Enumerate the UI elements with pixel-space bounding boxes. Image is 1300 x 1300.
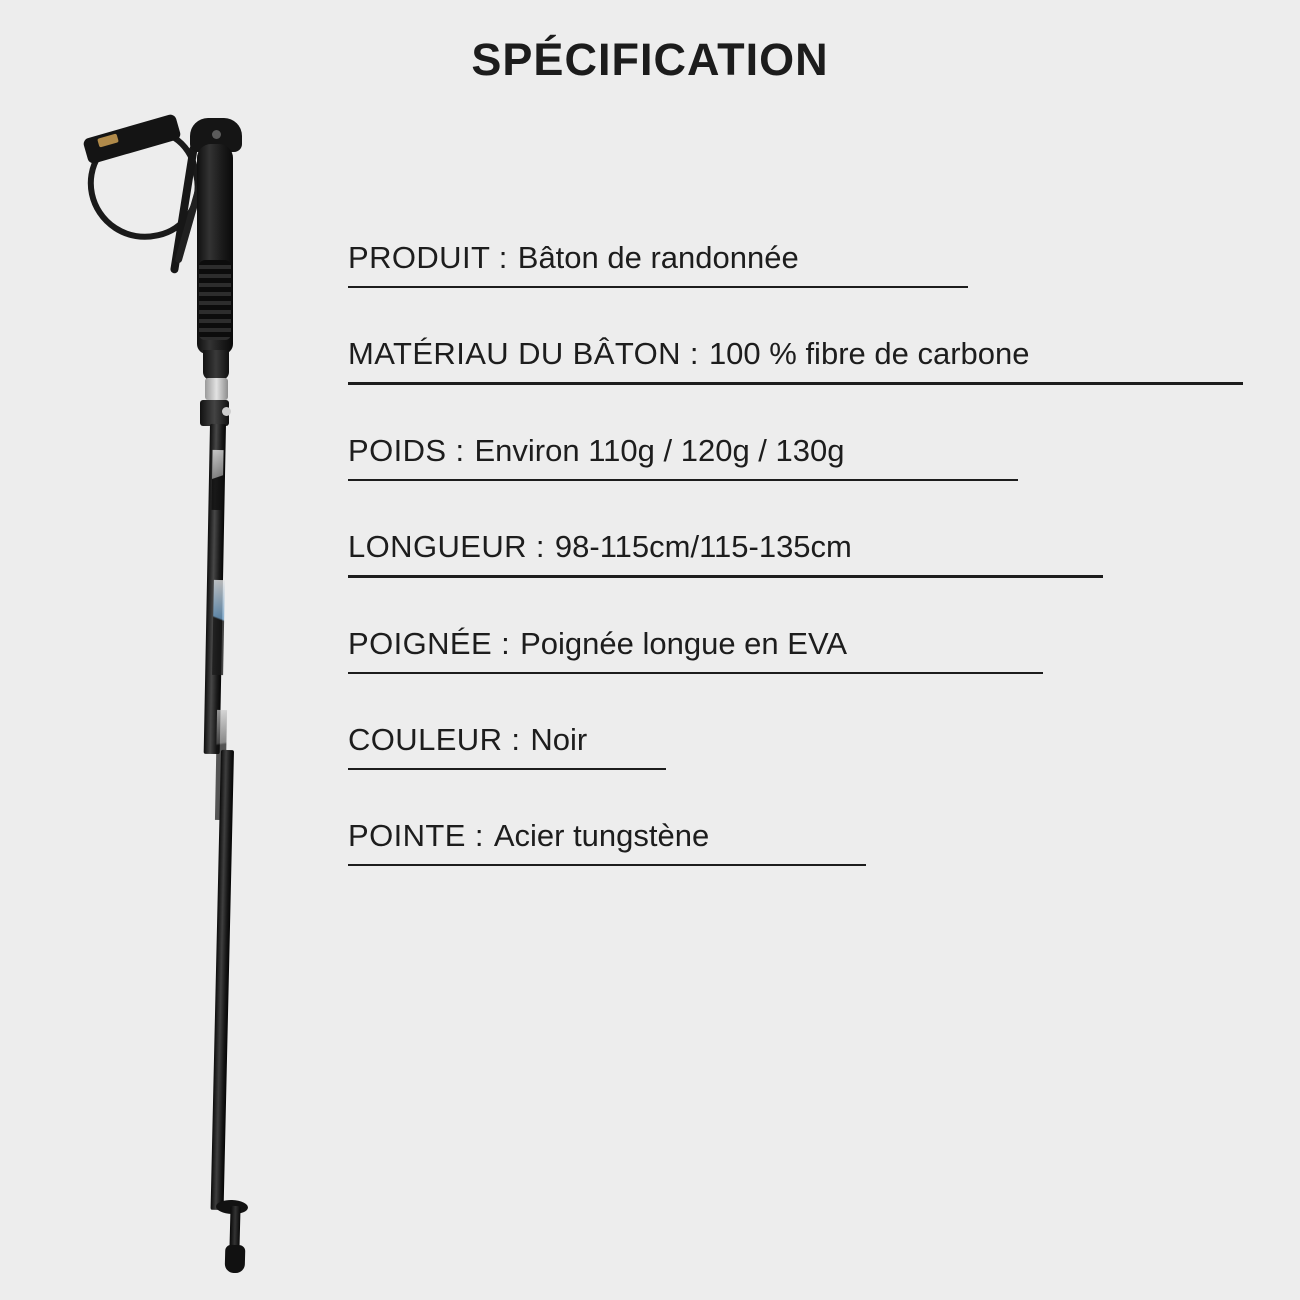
spec-line-couleur bbox=[348, 722, 587, 770]
grip-grooves bbox=[199, 260, 231, 340]
spec-row-poids bbox=[348, 433, 1258, 491]
spec-value-poignee: Poignée longue en EVA bbox=[520, 626, 848, 661]
spec-label-materiau: MATÉRIAU DU BÂTON : bbox=[348, 336, 699, 371]
tungsten-tip bbox=[225, 1245, 246, 1274]
spec-line-poids bbox=[348, 433, 845, 481]
spec-label-longueur: LONGUEUR : bbox=[348, 529, 545, 564]
spec-value-produit: Bâton de randonnée bbox=[517, 240, 799, 275]
spec-row-longueur bbox=[348, 529, 1258, 588]
spec-row-materiau bbox=[348, 336, 1258, 395]
tip-shaft bbox=[229, 1206, 240, 1250]
lock-screw bbox=[222, 407, 231, 416]
handle-strap-hole bbox=[212, 130, 221, 139]
spec-label-couleur: COULEUR : bbox=[348, 722, 521, 757]
spec-row-pointe bbox=[348, 818, 1258, 876]
spec-label-poignee: POIGNÉE : bbox=[348, 626, 511, 661]
spec-row-produit bbox=[348, 240, 1258, 298]
spec-row-couleur bbox=[348, 722, 1258, 780]
lock-collar bbox=[205, 378, 228, 400]
spec-line-materiau bbox=[348, 336, 1030, 384]
spec-line-produit bbox=[348, 240, 799, 288]
shaft-graphic-middle bbox=[212, 580, 225, 675]
grip-taper bbox=[203, 350, 229, 380]
spec-label-poids: POIDS : bbox=[348, 433, 465, 468]
spec-value-poids: Environ 110g / 120g / 130g bbox=[474, 433, 845, 468]
spec-label-pointe: POINTE : bbox=[348, 818, 484, 853]
shaft-graphic-top bbox=[211, 450, 223, 510]
spec-line-longueur bbox=[348, 529, 852, 577]
spec-value-pointe: Acier tungstène bbox=[493, 818, 710, 853]
product-image-trekking-pole bbox=[40, 110, 320, 1280]
spec-line-poignee bbox=[348, 626, 847, 674]
spec-row-poignee bbox=[348, 626, 1258, 684]
spec-value-couleur: Noir bbox=[530, 722, 588, 757]
specification-list bbox=[348, 240, 1258, 914]
spec-label-produit: PRODUIT : bbox=[348, 240, 508, 275]
page-title: SPÉCIFICATION bbox=[471, 34, 829, 85]
spec-line-pointe bbox=[348, 818, 709, 866]
spec-value-materiau: 100 % fibre de carbone bbox=[708, 336, 1030, 371]
spec-value-longueur: 98-115cm/115-135cm bbox=[554, 529, 852, 564]
